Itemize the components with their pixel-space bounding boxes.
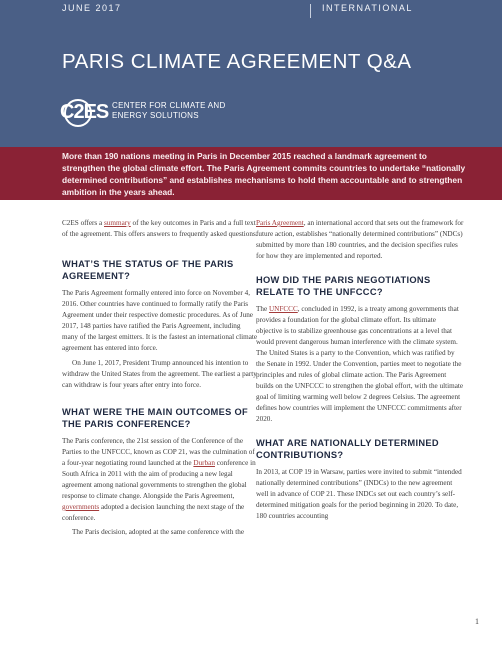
durban-link[interactable]: Durban bbox=[193, 459, 215, 467]
section-heading-unfccc: HOW DID THE PARIS NEGOTIATIONS RELATE TO THE UNFCCC? bbox=[256, 275, 431, 297]
logo-mark bbox=[60, 97, 109, 127]
right-paragraph-1-text: , an international accord that sets out the framework for future action, establishes “nationally determined contributions” (NDCs) submitted by more than 180 countries, and the decision specifies rules for how they are implemented and reported. bbox=[256, 219, 464, 260]
intro-paragraph bbox=[62, 218, 258, 240]
section-heading-outcomes: WHAT WERE THE MAIN OUTCOMES OF THE PARIS CONFERENCE? bbox=[62, 407, 248, 429]
intro-text-before: C2ES offers a bbox=[62, 219, 104, 227]
tag-divider bbox=[310, 4, 311, 18]
date-tag: JUNE 2017 bbox=[62, 3, 122, 13]
outcomes-paragraph-1 bbox=[62, 436, 258, 524]
governments-link[interactable]: governments bbox=[62, 503, 100, 511]
category-tag: INTERNATIONAL bbox=[322, 3, 413, 13]
intro-text-after: of the key outcomes in Paris and a full text of the agreement. This offers answers to frequently asked questions. bbox=[62, 219, 258, 238]
status-paragraph-2: On June 1, 2017, President Trump announced his intention to withdraw the United States from the agreement. The earliest a party can withdraw is four years after entry into force. bbox=[62, 359, 257, 389]
logo-ring-icon bbox=[64, 99, 92, 127]
summary-text: More than 190 nations meeting in Paris in December 2015 reached a landmark agreement to strengthen the global climate effort. The Paris Agreement commits countries to undertake “nationally determined contributions” and establishes mechanisms to hold them accountable and to strengthen ambition in the years ahead. bbox=[62, 151, 466, 197]
page-number: 1 bbox=[475, 617, 479, 626]
outcomes-text-2: conference in South Africa in 2011 with the aim of producing a new legal agreement among national governments to strengthen the global response to climate change. Alongside the Paris Agreement, bbox=[62, 459, 256, 500]
status-paragraph-1: The Paris Agreement formally entered into force on November 4, 2016. Other countries have continued to formally ratify the Paris Agreement under their respective domestic procedures. As of June 2017, 148 parties have ratified the Paris Agreement, including many of the largest emitters. It is the fastest an international climate agreement has entered into force. bbox=[62, 289, 258, 352]
logo-name: CENTER FOR CLIMATE AND ENERGY SOLUTIONS bbox=[112, 101, 226, 120]
unfccc-link[interactable]: UNFCCC bbox=[268, 305, 298, 313]
unfccc-text-before: The bbox=[256, 305, 269, 313]
ndc-paragraph: In 2013, at COP 19 in Warsaw, parties were invited to submit “intended nationally determined contributions” (INDCs) to the new agreement well in advance of COP 21. These INDCs set out each country’s self-determined mitigation goals for the period beginning in 2020. To date, 180 countries accounting bbox=[256, 468, 462, 520]
logo-mark-text: C2ES bbox=[60, 101, 109, 123]
outcomes-text-3: adopted a decision launching the next stage of the conference. bbox=[62, 503, 245, 522]
outcomes-text-1: The Paris conference, the 21st session of the Conference of the Parties to the UNFCCC, known as COP 21, was the culmination of a four-year negotiating round launched at the bbox=[62, 437, 255, 467]
unfccc-paragraph bbox=[256, 304, 464, 425]
unfccc-text-after: , concluded in 1992, is a treaty among governments that provides a foundation for the global climate effort. Its ultimate objective is to stabilize greenhouse gas concentrations at a level that would prevent dangerous human interference with the climate system. The United States is a party to the Convention, which was ratified by the Senate in 1992. Under the Convention, parties meet to negotiate the principles and rules of global climate action. The Paris Agreement builds on the UNFCCC to strengthen the global effort, with the ultimate goal of limiting warming well below 2 degrees Celsius. The agreement defines how countries will implement the UNFCCC commitments after 2020. bbox=[256, 305, 464, 423]
page-title: PARIS CLIMATE AGREEMENT Q&A bbox=[62, 50, 412, 73]
outcomes-paragraph-2: The Paris decision, adopted at the same conference with the bbox=[72, 528, 245, 536]
left-column bbox=[62, 218, 258, 538]
paris-agreement-link[interactable]: Paris Agreement bbox=[256, 219, 304, 227]
section-heading-ndc: WHAT ARE NATIONALLY DETERMINED CONTRIBUTIONS? bbox=[256, 438, 439, 460]
summary-link[interactable]: summary bbox=[104, 219, 131, 227]
c2es-logo[interactable] bbox=[60, 97, 235, 129]
right-column bbox=[256, 218, 464, 522]
right-paragraph-1 bbox=[256, 218, 464, 262]
header-band bbox=[0, 0, 502, 147]
summary-banner bbox=[0, 147, 502, 200]
section-heading-status: WHAT’S THE STATUS OF THE PARIS AGREEMENT? bbox=[62, 259, 234, 281]
